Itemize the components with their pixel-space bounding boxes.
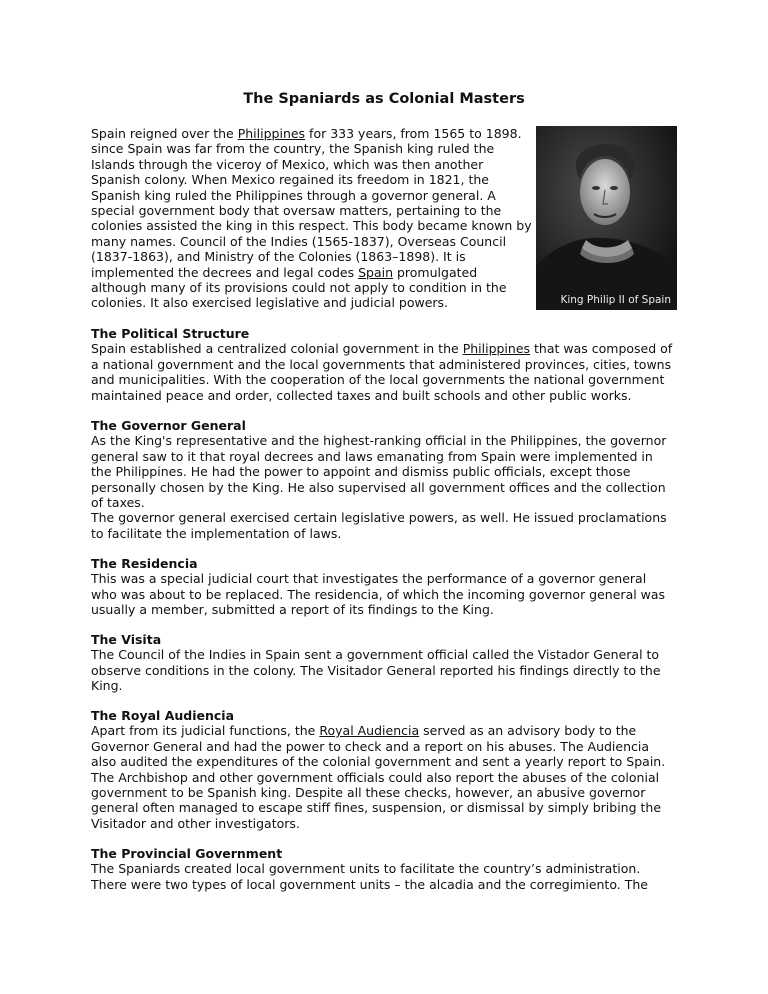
section-line: personally chosen by the King. He also supervised all government offices and the collection xyxy=(91,479,666,495)
philippines-link[interactable]: Philippines xyxy=(462,341,531,357)
intro-line: (1837-1863), and Ministry of the Colonies (1863–1898). It is xyxy=(91,249,466,265)
section-line: As the King's representative and the highest-ranking official in the Philippines, the governor xyxy=(91,433,667,449)
document-title: The Spaniards as Colonial Masters xyxy=(243,91,525,107)
intro-line xyxy=(91,265,541,280)
section-heading: The Provincial Government xyxy=(91,846,283,861)
section-line: general often managed to escape stiff fines, suspension, or dismissal by simply bribing the xyxy=(91,800,662,816)
intro-paragraph xyxy=(91,126,541,311)
intro-line: special government body that oversaw matters, pertaining to the xyxy=(91,203,502,219)
philippines-link[interactable]: Philippines xyxy=(237,126,306,141)
section-line: The Archbishop and other government officials could also report the abuses of the colonial xyxy=(91,769,660,785)
section-visita xyxy=(91,632,691,694)
section-line: maintained peace and order, collected taxes and built schools and other public works. xyxy=(91,387,632,403)
section-line: a national government and the local governments that administered provinces, cities, towns xyxy=(91,356,672,372)
section-line: the Philippines. He had the power to appoint and dismiss public officials, except those xyxy=(91,464,631,480)
section-line: general saw to it that royal decrees and laws emanating from Spain were implemented in xyxy=(91,448,653,464)
intro-line xyxy=(91,126,541,141)
section-line: There were two types of local government units – the alcadia and the corregimiento. The xyxy=(91,876,648,892)
portrait-caption: King Philip II of Spain xyxy=(560,294,671,306)
section-line: also audited the expenditures of the colonial government and sent a yearly report to Spain. xyxy=(91,754,666,770)
section-political-structure xyxy=(91,326,691,403)
intro-line: since Spain was far from the country, the Spanish king ruled the xyxy=(91,141,495,157)
section-line: Visitador and other investigators. xyxy=(91,815,300,831)
section-royal-audiencia xyxy=(91,708,691,831)
intro-text: promulgated xyxy=(393,264,478,280)
section-line: The Council of the Indies in Spain sent a government official called the Vistador General to xyxy=(91,647,660,663)
intro-line: Islands through the viceroy of Mexico, which was then another xyxy=(91,156,484,172)
section-line: and municipalities. With the cooperation of the local governments the national government xyxy=(91,372,665,388)
royal-audiencia-link[interactable]: Royal Audiencia xyxy=(319,723,420,739)
section-heading: The Residencia xyxy=(91,556,198,571)
section-text: Spain established a centralized colonial government in the xyxy=(91,341,463,357)
section-residencia xyxy=(91,556,691,618)
section-line: of taxes. xyxy=(91,495,145,511)
intro-line: colonies. It also exercised legislative and judicial powers. xyxy=(91,295,449,311)
section-line: This was a special judicial court that investigates the performance of a governor general xyxy=(91,571,647,587)
section-line: The governor general exercised certain legislative powers, as well. He issued proclamations xyxy=(91,510,667,526)
section-line: King. xyxy=(91,678,123,694)
section-heading: The Visita xyxy=(91,632,162,647)
section-line: Governor General and had the power to check and a report on his abuses. The Audiencia xyxy=(91,738,650,754)
section-heading: The Governor General xyxy=(91,418,246,433)
section-line xyxy=(91,341,691,356)
section-text: that was composed of xyxy=(530,341,673,357)
section-provincial-government xyxy=(91,846,691,892)
intro-line: Spanish colony. When Mexico regained its freedom in 1821, the xyxy=(91,172,489,188)
intro-text: Spain reigned over the xyxy=(91,126,238,141)
section-line: The Spaniards created local government units to facilitate the country’s administration. xyxy=(91,861,641,877)
section-line: to facilitate the implementation of laws. xyxy=(91,525,342,541)
portrait-drawing xyxy=(536,126,677,310)
spain-link[interactable]: Spain xyxy=(358,264,394,280)
section-line: government to be Spanish king. Despite all these checks, however, an abusive governor xyxy=(91,785,646,801)
intro-line: colonies assisted the king in this respect. This body became known by xyxy=(91,218,532,234)
section-line: who was about to be replaced. The residencia, of which the incoming governor general was xyxy=(91,586,666,602)
section-text: served as an advisory body to the xyxy=(419,723,637,739)
section-line xyxy=(91,723,691,738)
intro-text: implemented the decrees and legal codes xyxy=(91,264,359,280)
section-line: usually a member, submitted a report of its findings to the King. xyxy=(91,602,494,618)
king-portrait-image xyxy=(536,126,677,310)
section-governor-general xyxy=(91,418,691,541)
intro-line: although many of its provisions could not apply to condition in the xyxy=(91,280,507,296)
intro-line: Spanish king ruled the Philippines through a governor general. A xyxy=(91,187,496,203)
section-line: observe conditions in the colony. The Visitador General reported his findings directly to the xyxy=(91,662,661,678)
intro-text: for 333 years, from 1565 to 1898. xyxy=(305,126,522,141)
section-heading: The Royal Audiencia xyxy=(91,708,234,723)
section-heading: The Political Structure xyxy=(91,326,250,341)
intro-line: many names. Council of the Indies (1565-1837), Overseas Council xyxy=(91,233,507,249)
section-text: Apart from its judicial functions, the xyxy=(91,723,320,739)
